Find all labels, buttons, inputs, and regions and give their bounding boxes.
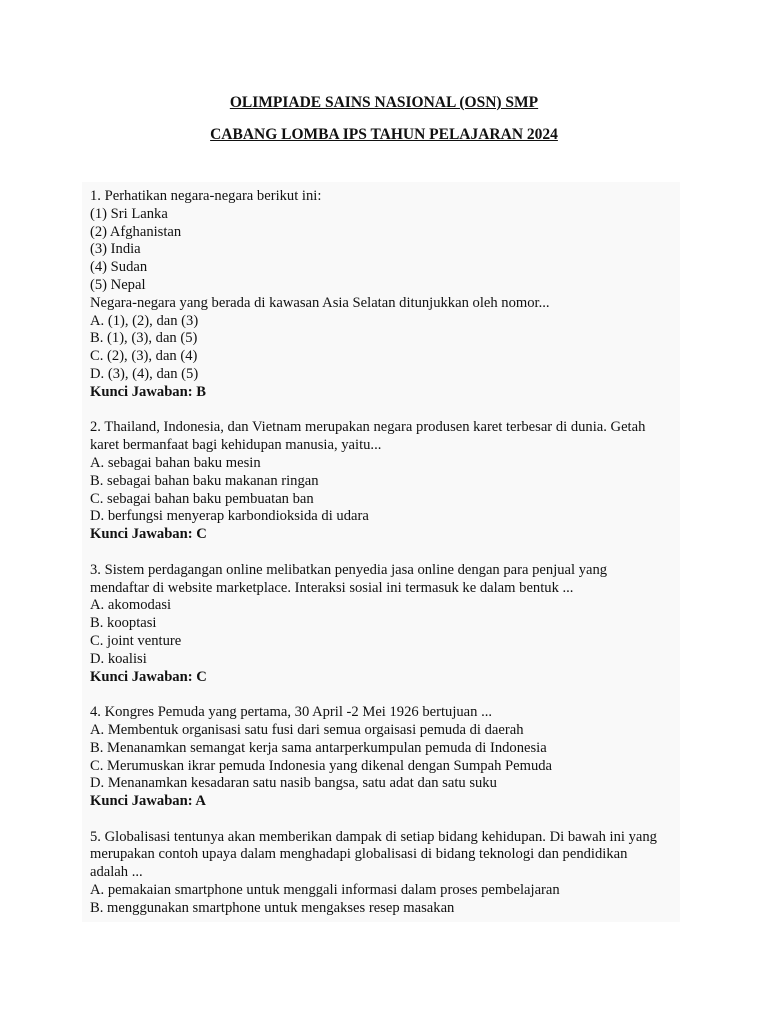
- answer-option: A. akomodasi: [90, 597, 172, 614]
- question-block: [90, 704, 680, 811]
- answer-option: A. (1), (2), dan (3): [90, 312, 199, 329]
- answer-key: Kunci Jawaban: C: [90, 526, 207, 543]
- question-text: 3. Sistem perdagangan online melibatkan penyedia jasa online dengan para penjual yang: [90, 561, 608, 578]
- question-block: [90, 829, 680, 918]
- list-item: (3) India: [90, 241, 141, 258]
- answer-key: Kunci Jawaban: A: [90, 793, 206, 810]
- answer-option: B. kooptasi: [90, 615, 157, 632]
- answer-option: B. sebagai bahan baku makanan ringan: [90, 472, 319, 489]
- question-text: 1. Perhatikan negara-negara berikut ini:: [90, 188, 322, 204]
- question-block: [90, 419, 680, 544]
- question-text: 5. Globalisasi tentunya akan memberikan dampak di setiap bidang kehidupan. Di bawah ini yang: [90, 828, 657, 845]
- answer-option: C. (2), (3), dan (4): [90, 348, 198, 365]
- question-block: [90, 188, 680, 402]
- question-line: mendaftar di website marketplace. Interaksi sosial ini termasuk ke dalam bentuk ...: [90, 579, 574, 596]
- answer-option: B. menggunakan smartphone untuk mengakses resep masakan: [90, 899, 455, 916]
- question-line: karet bermanfaat bagi kehidupan manusia, yaitu...: [90, 437, 382, 454]
- answer-option: A. pemakaian smartphone untuk menggali informasi dalam proses pembelajaran: [90, 882, 560, 899]
- answer-option: A. Membentuk organisasi satu fusi dari semua orgaisasi pemuda di daerah: [90, 721, 524, 738]
- question-line: merupakan contoh upaya dalam menghadapi globalisasi di bidang teknologi dan pendidikan: [90, 846, 628, 863]
- answer-key: Kunci Jawaban: B: [90, 383, 206, 400]
- answer-option: B. Menanamkan semangat kerja sama antarperkumpulan pemuda di Indonesia: [90, 739, 547, 756]
- document-subtitle: CABANG LOMBA IPS TAHUN PELAJARAN 2024: [210, 126, 558, 143]
- answer-option: A. sebagai bahan baku mesin: [90, 454, 261, 471]
- question-list: [82, 182, 680, 922]
- answer-key: Kunci Jawaban: C: [90, 668, 207, 685]
- answer-option: D. Menanamkan kesadaran satu nasib bangsa, satu adat dan satu suku: [90, 775, 497, 792]
- list-item: (4) Sudan: [90, 259, 148, 276]
- question-text: 4. Kongres Pemuda yang pertama, 30 April -2 Mei 1926 bertujuan ...: [90, 704, 493, 721]
- answer-option: B. (1), (3), dan (5): [90, 330, 198, 347]
- question-text: 2. Thailand, Indonesia, dan Vietnam merupakan negara produsen karet terbesar di dunia. Getah: [90, 419, 646, 436]
- answer-option: C. Merumuskan ikrar pemuda Indonesia yang dikenal dengan Sumpah Pemuda: [90, 757, 553, 774]
- document-title: OLIMPIADE SAINS NASIONAL (OSN) SMP: [229, 94, 539, 111]
- question-block: [90, 562, 680, 687]
- answer-option: D. berfungsi menyerap karbondioksida di udara: [90, 508, 369, 525]
- list-item: (5) Nepal: [90, 276, 146, 293]
- answer-option: C. joint venture: [90, 632, 182, 649]
- question-line: adalah ...: [90, 864, 143, 881]
- list-item: (2) Afghanistan: [90, 223, 182, 240]
- answer-option: C. sebagai bahan baku pembuatan ban: [90, 490, 314, 507]
- answer-option: D. koalisi: [90, 650, 147, 667]
- question-line: Negara-negara yang berada di kawasan Asia Selatan ditunjukkan oleh nomor...: [90, 294, 550, 311]
- document-header: [0, 94, 768, 144]
- answer-option: D. (3), (4), dan (5): [90, 365, 199, 382]
- list-item: (1) Sri Lanka: [90, 205, 168, 222]
